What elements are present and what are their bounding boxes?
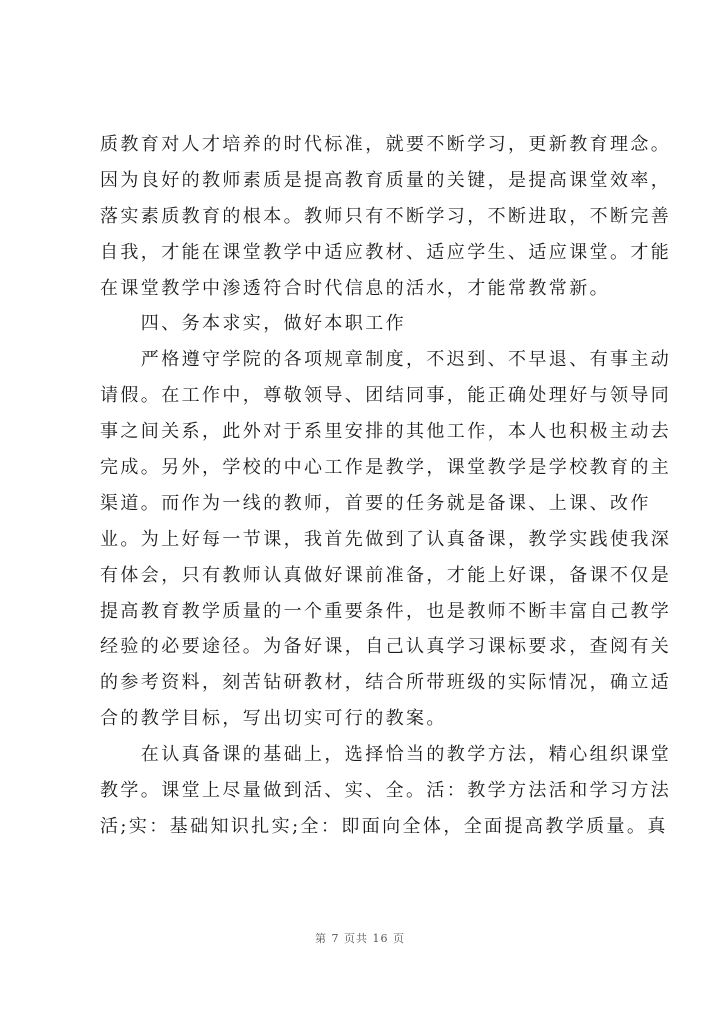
body-text <box>100 127 672 845</box>
text-line: 因为良好的教师素质是提高教育质量的关键，是提高课堂效率， <box>100 169 672 191</box>
text-line: 经验的必要途径。为备好课，自己认真学习课标要求，查阅有关 <box>100 636 672 658</box>
text-line: 在课堂教学中渗透符合时代信息的活水，才能常教常新。 <box>100 277 610 299</box>
text-line: 业。为上好每一节课，我首先做到了认真备课，教学实践使我深 <box>100 528 672 550</box>
page-number-footer: 第 7 页共 16 页 <box>315 932 405 945</box>
text-line: 请假。在工作中，尊敬领导、团结同事，能正确处理好与领导同 <box>100 385 672 407</box>
text-line: 渠道。而作为一线的教师，首要的任务就是备课、上课、改作 <box>100 492 651 514</box>
text-line: 活;实：基础知识扎实;全：即面向全体，全面提高教学质量。真 <box>100 815 668 837</box>
section-heading: 四、务本求实，做好本职工作 <box>100 313 406 335</box>
text-line: 合的教学目标，写出切实可行的教案。 <box>100 708 447 730</box>
text-line: 自我，才能在课堂教学中适应教材、适应学生、适应课堂。才能 <box>100 241 672 263</box>
text-line: 教学。课堂上尽量做到活、实、全。活：教学方法活和学习方法 <box>100 780 672 802</box>
text-line: 落实素质教育的根本。教师只有不断学习，不断进取，不断完善 <box>100 205 672 227</box>
text-line: 质教育对人才培养的时代标准，就要不断学习，更新教育理念。 <box>100 134 672 155</box>
text-line: 完成。另外，学校的中心工作是教学，课堂教学是学校教育的主 <box>100 457 672 479</box>
text-line: 严格遵守学院的各项规章制度，不迟到、不早退、有事主动 <box>100 349 672 371</box>
text-line: 提高教育教学质量的一个重要条件，也是教师不断丰富自己教学 <box>100 600 672 622</box>
text-line: 在认真备课的基础上，选择恰当的教学方法，精心组织课堂 <box>100 744 672 766</box>
text-line: 有体会，只有教师认真做好课前准备，才能上好课，备课不仅是 <box>100 564 672 586</box>
text-line: 事之间关系，此外对于系里安排的其他工作，本人也积极主动去 <box>100 421 672 443</box>
text-line: 的参考资料，刻苦钻研教材，结合所带班级的实际情况，确立适 <box>100 672 672 694</box>
